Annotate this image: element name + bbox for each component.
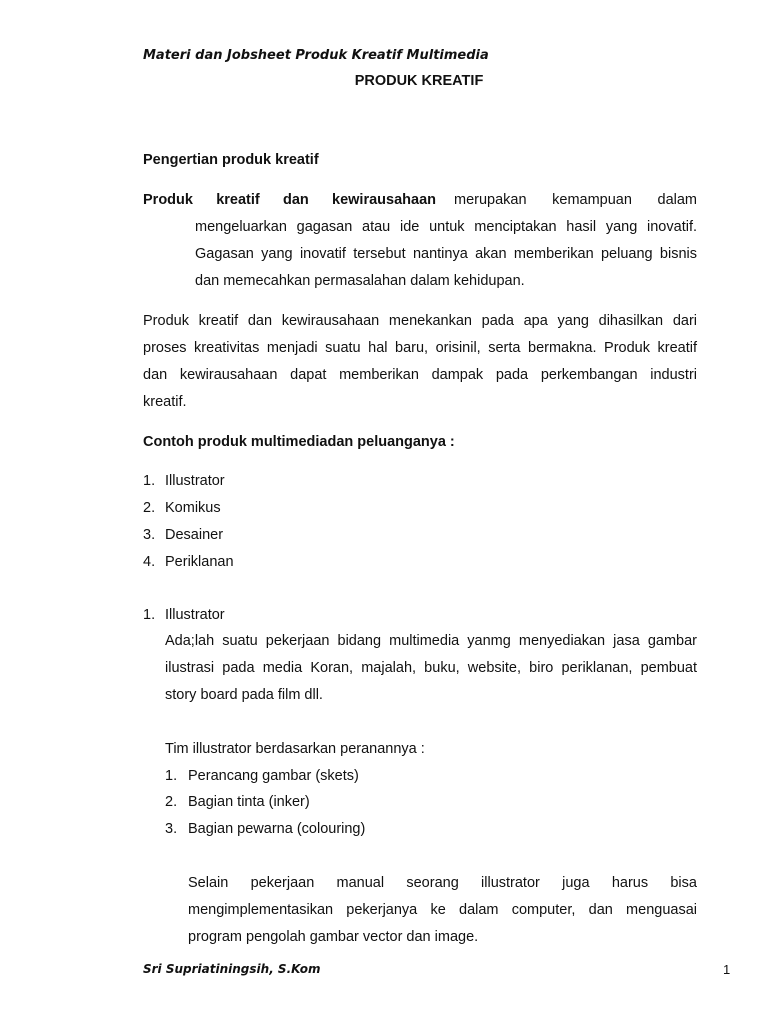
team-item-number: 1. <box>165 768 178 784</box>
team-item: Bagian pewarna (colouring) <box>188 821 366 837</box>
paragraph-line-1: proses kreativitas menjadi suatu hal baru, orisinil, serta bermakna. Produk kreatif <box>143 340 697 356</box>
extra-line-1: mengimplementasikan pekerjanya ke dalam computer, dan menguasai <box>188 902 697 918</box>
extra-line-2: program pengolah gambar vector dan image. <box>188 929 479 945</box>
team-item-number: 3. <box>165 821 178 837</box>
page-number: 1 <box>723 962 731 977</box>
definition-line-1: mengeluarkan gagasan atau ide untuk menciptakan hasil yang inovatif. <box>195 219 697 235</box>
list-item-number: 4. <box>143 554 156 570</box>
extra-line-0 <box>188 875 697 891</box>
subsection-title: Illustrator <box>165 607 225 623</box>
team-item: Perancang gambar (skets) <box>188 768 359 784</box>
illustrator-desc-line-0: Ada;lah suatu pekerjaan bidang multimedia yanmg menyediakan jasa gambar <box>165 633 697 649</box>
definition-first-tail: merupakan kemampuan dalam <box>454 192 697 208</box>
document-title: PRODUK KREATIF <box>354 73 484 89</box>
paragraph-line-3: kreatif. <box>143 394 187 410</box>
paragraph-line-0: Produk kreatif dan kewirausahaan menekankan pada apa yang dihasilkan dari <box>143 313 697 329</box>
paragraph-line-2: dan kewirausahaan dapat memberikan dampak pada perkembangan industri <box>143 367 697 383</box>
list-item-number: 2. <box>143 500 156 516</box>
list-item: Periklanan <box>165 554 234 570</box>
subsection-number: 1. <box>143 607 156 623</box>
extra-line-word: juga <box>562 875 590 891</box>
illustrator-desc-line-1: ilustrasi pada media Koran, majalah, buku, website, biro periklanan, pembuat <box>165 660 697 676</box>
definition-line-2: Gagasan yang inovatif tersebut nantinya akan memberikan peluang bisnis <box>195 246 697 262</box>
extra-line-word: illustrator <box>481 875 540 891</box>
extra-line-0-words <box>188 875 697 891</box>
extra-line-word: Selain <box>188 875 229 891</box>
section-heading-contoh: Contoh produk multimediadan peluanganya : <box>143 434 455 450</box>
team-item: Bagian tinta (inker) <box>188 794 310 810</box>
definition-first-line <box>143 192 697 208</box>
section-heading-pengertian: Pengertian produk kreatif <box>143 152 319 168</box>
extra-line-word: harus <box>611 875 649 891</box>
list-item-number: 3. <box>143 527 156 543</box>
definition-term: Produk kreatif dan kewirausahaan <box>143 192 436 208</box>
extra-line-word: manual <box>336 875 385 891</box>
definition-line-3: dan memecahkan permasalahan dalam kehidupan. <box>195 273 525 289</box>
extra-line-word: seorang <box>406 875 459 891</box>
extra-line-word: pekerjaan <box>250 875 315 891</box>
page-header: Materi dan Jobsheet Produk Kreatif Multimedia <box>143 48 489 63</box>
list-item: Komikus <box>165 500 221 516</box>
footer-author: Sri Supriatiningsih, S.Kom <box>143 962 321 976</box>
illustrator-desc-line-2: story board pada film dll. <box>165 687 323 703</box>
list-item: Illustrator <box>165 473 225 489</box>
team-item-number: 2. <box>165 794 178 810</box>
team-intro: Tim illustrator berdasarkan peranannya : <box>165 741 425 757</box>
list-item-number: 1. <box>143 473 156 489</box>
extra-line-word: bisa <box>670 875 697 891</box>
list-item: Desainer <box>165 527 224 543</box>
